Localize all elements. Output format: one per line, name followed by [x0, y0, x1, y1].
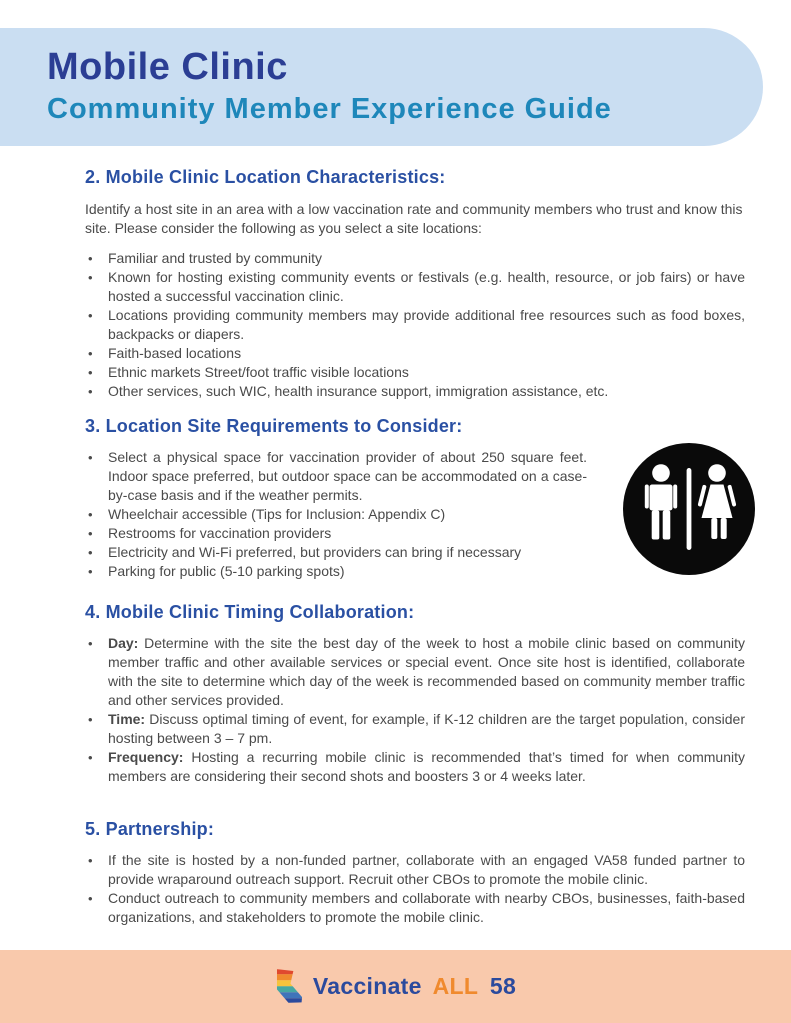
- bullet-text: Discuss optimal timing of event, for example, if K-12 children are the target population, consider hosting between 3 – 7 pm.: [108, 711, 745, 746]
- bullet-item: [85, 363, 745, 382]
- bullet-text: Locations providing community members may provide additional free resources such as food boxes, backpacks or diapers.: [108, 307, 745, 342]
- bullet-item: [85, 748, 745, 786]
- bullet-item: [85, 562, 587, 581]
- bullet-text: Electricity and Wi-Fi preferred, but providers can bring if necessary: [108, 544, 522, 560]
- bullet-text: Other services, such WIC, health insurance support, immigration assistance, etc.: [108, 383, 609, 399]
- bullet-list: [85, 249, 745, 401]
- brand-text: [313, 973, 516, 1000]
- page-subtitle: Community Member Experience Guide: [47, 93, 612, 125]
- page-title: Mobile Clinic: [47, 46, 288, 88]
- bullet-text: Determine with the site the best day of the week to host a mobile clinic based on community member traffic and other available services or special event. Once site host is identified, collaborate with the site to determine which day of the week is recommended based on community member traffic and other services provided.: [108, 635, 745, 708]
- bullet-item: [85, 306, 745, 344]
- bullet-item: [85, 249, 745, 268]
- bullet-item: [85, 889, 745, 927]
- bullet-lead: Frequency:: [108, 749, 184, 765]
- bullet-text: Parking for public (5-10 parking spots): [108, 563, 345, 579]
- bullet-text: Conduct outreach to community members and collaborate with nearby CBOs, businesses, faith-based organizations, and stakeholders to promote the mobile clinic.: [108, 890, 745, 925]
- brand-prefix: Vaccinate: [312, 973, 422, 999]
- bullet-item: [85, 524, 587, 543]
- bullet-text: Restrooms for vaccination providers: [108, 525, 332, 541]
- bullet-text: Faith-based locations: [108, 345, 242, 361]
- section-heading: 4. Mobile Clinic Timing Collaboration:: [85, 602, 415, 622]
- bullet-item: [85, 268, 745, 306]
- section-heading: 2. Mobile Clinic Location Characteristics:: [85, 167, 446, 187]
- bullet-lead: Day:: [108, 635, 139, 651]
- section-partnership: [85, 818, 745, 927]
- bullet-item: [85, 634, 745, 710]
- bullet-text: Wheelchair accessible (Tips for Inclusion: Appendix C): [108, 506, 446, 522]
- bullet-item: [85, 851, 745, 889]
- bullet-list: [85, 448, 587, 581]
- bullet-item: [85, 710, 745, 748]
- bullet-item: [85, 543, 587, 562]
- section-body: [85, 851, 745, 927]
- bullet-lead: Time:: [108, 711, 146, 727]
- bullet-text: Familiar and trusted by community: [108, 250, 322, 266]
- bullet-item: [85, 448, 587, 505]
- brand-suffix: 58: [489, 973, 517, 999]
- bullet-item: [85, 382, 745, 401]
- bullet-text: Hosting a recurring mobile clinic is recommended that’s timed for when community members are considering their second shots and boosters 3 or 4 weeks later.: [108, 749, 745, 784]
- section-heading: 5. Partnership:: [85, 819, 215, 839]
- bullet-item: [85, 505, 587, 524]
- california-icon: [275, 968, 304, 1004]
- section-body: [85, 249, 745, 401]
- section-intro: Identify a host site in an area with a low vaccination rate and community members who trust and know this site. Please consider the following as you select a site locations:: [85, 201, 743, 236]
- brand-highlight: ALL: [432, 973, 479, 999]
- bullet-text: Ethnic markets Street/foot traffic visible locations: [108, 364, 409, 380]
- footer-band: [0, 950, 791, 1023]
- bullet-item: [85, 344, 745, 363]
- header-banner: [0, 28, 763, 146]
- vaccinate-all-58-logo: [275, 970, 516, 1004]
- content-area: [0, 146, 791, 927]
- bullet-list: [85, 851, 745, 927]
- section-body: [85, 634, 745, 786]
- bullet-text: Known for hosting existing community events or festivals (e.g. health, resource, or job fairs) or have hosted a successful vaccination clinic.: [108, 269, 745, 304]
- bullet-list: [85, 634, 745, 786]
- section-timing-collaboration: [85, 601, 745, 786]
- restroom-icon: [623, 443, 755, 575]
- section-body: [85, 448, 745, 581]
- section-location-characteristics: [85, 166, 745, 401]
- bullet-text: If the site is hosted by a non-funded partner, collaborate with an engaged VA58 funded partner to provide wraparound outreach support. Recruit other CBOs to promote the mobile clinic.: [108, 852, 745, 887]
- section-heading: 3. Location Site Requirements to Consider:: [85, 416, 463, 436]
- section-site-requirements: [85, 415, 745, 581]
- bullet-text: Select a physical space for vaccination provider of about 250 square feet. Indoor space preferred, but outdoor space can be accommodated on a case-by-case basis and if the weather permits.: [108, 449, 587, 503]
